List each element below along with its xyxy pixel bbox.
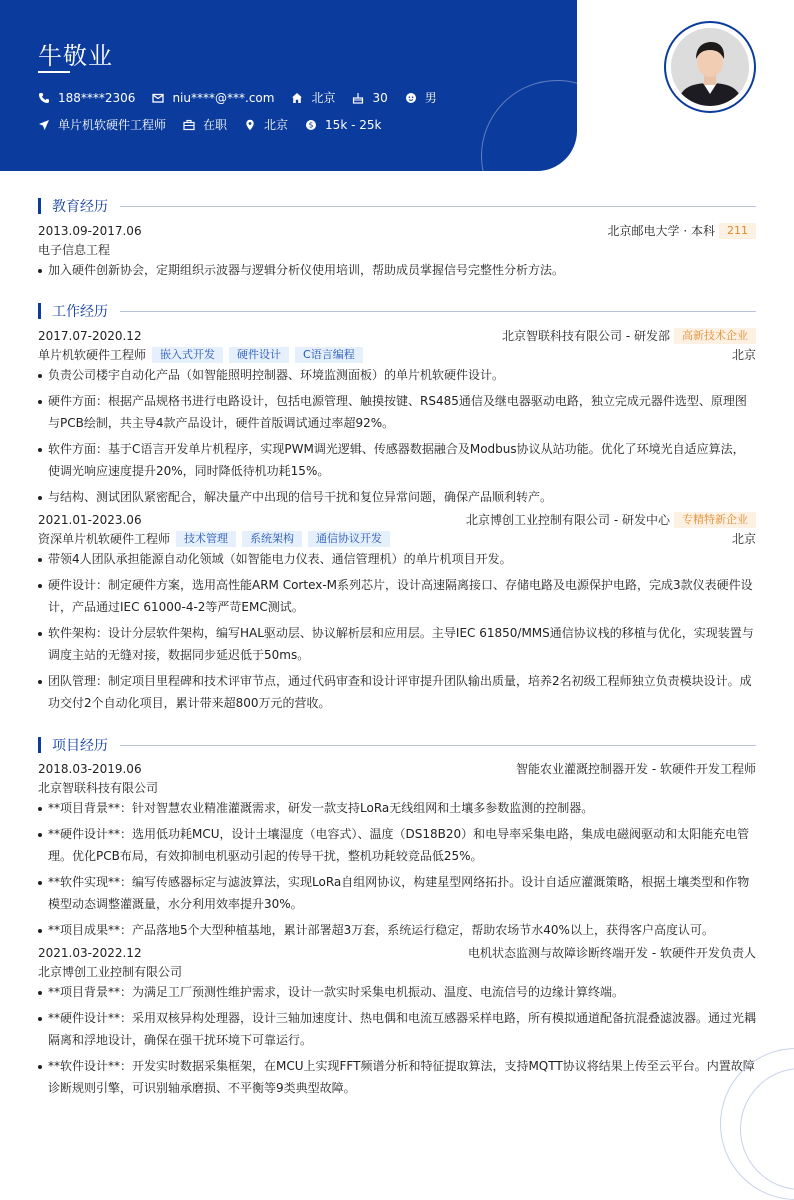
- skill-tag: 硬件设计: [229, 347, 289, 363]
- name-underline: [38, 71, 70, 73]
- work-section-title: [38, 301, 756, 321]
- intent-row: [38, 116, 398, 133]
- header-banner: [0, 0, 577, 171]
- list-item: **项目背景**：为满足工厂预测性维护需求，设计一款实时采集电机振动、温度、电流信号的边缘计算终端。: [38, 981, 756, 1003]
- skill-tag: 系统架构: [242, 531, 302, 547]
- job-title-text: 单片机软硬件工程师: [58, 118, 167, 132]
- job-header-row: [38, 511, 756, 528]
- location-icon: [244, 119, 256, 131]
- money-icon: [305, 119, 317, 131]
- age-item: [352, 91, 387, 105]
- section-divider: [120, 745, 756, 746]
- phone-item: [38, 91, 135, 105]
- salary-item: [305, 118, 381, 132]
- contact-row: [38, 89, 454, 106]
- svg-text:$: $: [308, 120, 314, 130]
- job-position-row: [38, 530, 756, 547]
- status-text: 在职: [203, 118, 228, 132]
- project-bullets: [38, 981, 756, 1103]
- list-item: **项目成果**：产品落地5个大型种植基地，累计部署超3万套，系统运行稳定，帮助农场节水40%以上，获得客户高度认可。: [38, 919, 756, 941]
- education-bullets: [38, 259, 756, 285]
- job-position: 单片机软硬件工程师: [38, 348, 147, 362]
- mail-icon: [152, 92, 164, 104]
- cake-icon: [352, 92, 364, 104]
- email-text: niu****@***.com: [172, 90, 275, 105]
- job-position: 资深单片机软硬件工程师: [38, 532, 171, 546]
- section-bar: [38, 737, 41, 753]
- decorative-ring: [481, 80, 577, 171]
- gender-text: 男: [424, 91, 437, 105]
- list-item: 与结构、测试团队紧密配合，解决量产中出现的信号干扰和复位异常问题，确保产品顺利转产。: [38, 486, 756, 508]
- education-school: 北京邮电大学 · 本科: [607, 224, 715, 238]
- avatar: [671, 28, 749, 106]
- project-section-title: [38, 735, 756, 755]
- job-city: 北京: [731, 532, 756, 546]
- target-city-text: 北京: [264, 118, 289, 132]
- avatar-frame: [664, 21, 756, 113]
- education-section-title: [38, 196, 756, 216]
- briefcase-icon: [183, 119, 195, 131]
- salary-text: 15k - 25k: [325, 117, 382, 132]
- list-item: 硬件设计：制定硬件方案，选用高性能ARM Cortex-M系列芯片，设计高速隔离接口、存储电路及电源保护电路，完成3款仪表硬件设计，产品通过IEC 61000-4-2等严苛EMC测试。: [38, 574, 756, 618]
- project-bullets: [38, 797, 756, 945]
- job-period: 2017.07-2020.12: [38, 328, 142, 343]
- list-item: 软件方面：基于C语言开发单片机程序，实现PWM调光逻辑、传感器数据融合及Modbus协议从站功能。优化了环境光自适应算法，使调光响应速度提升20%，同时降低待机功耗15%。: [38, 438, 756, 482]
- list-item: **项目背景**：针对智慧农业精准灌溉需求，研发一款支持LoRa无线组网和土壤多参数监测的控制器。: [38, 797, 756, 819]
- project-period: 2018.03-2019.06: [38, 761, 142, 776]
- skill-tag: 技术管理: [176, 531, 236, 547]
- project-company-row: [38, 963, 756, 980]
- job-bullets: [38, 548, 756, 718]
- city-text: 北京: [311, 91, 336, 105]
- skill-tag: 通信协议开发: [308, 531, 390, 547]
- education-major: 电子信息工程: [38, 243, 111, 257]
- job-company: 北京智联科技有限公司 - 研发部: [502, 329, 670, 343]
- section-bar: [38, 198, 41, 214]
- gender-item: [405, 89, 437, 106]
- list-item: **软件设计**：开发实时数据采集框架，在MCU上实现FFT频谱分析和特征提取算法，支持MQTT协议将结果上传至云平台。内置故障诊断规则引擎，可识别轴承磨损、不平衡等9类典型故障。: [38, 1055, 756, 1099]
- list-item: 软件架构：设计分层软件架构，编写HAL驱动层、协议解析层和应用层。主导IEC 61850/MMS通信协议栈的移植与优化，实现装置与调度主站的无缝对接，数据同步延迟低于50ms。: [38, 622, 756, 666]
- education-header-row: [38, 222, 756, 239]
- target-city-item: [244, 116, 288, 133]
- city-item: [291, 89, 335, 106]
- job-bullets: [38, 364, 756, 512]
- project-header-row: [38, 760, 756, 777]
- education-badge: 211: [719, 223, 756, 239]
- phone-text: 188****2306: [58, 90, 136, 105]
- education-heading: 教育经历: [52, 199, 108, 215]
- list-item: 硬件方面：根据产品规格书进行电路设计，包括电源管理、触摸按键、RS485通信及继电器驱动电路，独立完成元器件选型、原理图与PCB绘制，共主导4款产品设计，硬件首版调试通过率超92%。: [38, 390, 756, 434]
- project-name-role: 电机状态监测与故障诊断终端开发 - 软硬件开发负责人: [468, 946, 756, 960]
- project-company: 北京博创工业控制有限公司: [38, 965, 183, 979]
- job-title-item: [38, 116, 166, 133]
- section-bar: [38, 303, 41, 319]
- job-period: 2021.01-2023.06: [38, 512, 142, 527]
- work-heading: 工作经历: [52, 304, 108, 320]
- status-item: [183, 116, 227, 133]
- phone-icon: [38, 92, 50, 104]
- list-item: 加入硬件创新协会，定期组织示波器与逻辑分析仪使用培训，帮助成员掌握信号完整性分析方法。: [38, 259, 756, 281]
- send-icon: [38, 119, 50, 131]
- skill-tag: 嵌入式开发: [152, 347, 223, 363]
- job-company: 北京博创工业控制有限公司 - 研发中心: [466, 513, 670, 527]
- project-company-row: [38, 779, 756, 796]
- education-period: 2013.09-2017.06: [38, 223, 142, 238]
- list-item: **硬件设计**：采用双核异构处理器，设计三轴加速度计、热电偶和电流互感器采样电路，所有模拟通道配备抗混叠滤波器。通过光耦隔离和浮地设计，确保在强干扰环境下可靠运行。: [38, 1007, 756, 1051]
- company-badge: 高新技术企业: [674, 328, 756, 344]
- project-name-role: 智能农业灌溉控制器开发 - 软硬件开发工程师: [516, 762, 756, 776]
- company-badge: 专精特新企业: [674, 512, 756, 528]
- project-header-row: [38, 944, 756, 961]
- list-item: **软件实现**：编写传感器标定与滤波算法，实现LoRa自组网协议，构建星型网络拓扑。设计自适应灌溉策略，根据土壤类型和作物模型动态调整灌溉量，水分利用效率提升30%。: [38, 871, 756, 915]
- project-period: 2021.03-2022.12: [38, 945, 142, 960]
- education-major-row: [38, 241, 756, 258]
- job-header-row: [38, 327, 756, 344]
- gender-icon: [405, 92, 417, 104]
- job-position-row: [38, 346, 756, 363]
- age-text: 30: [372, 90, 388, 105]
- job-city: 北京: [731, 348, 756, 362]
- candidate-name: 牛敬业: [38, 42, 113, 70]
- project-company: 北京智联科技有限公司: [38, 781, 159, 795]
- project-heading: 项目经历: [52, 738, 108, 754]
- home-icon: [291, 92, 303, 104]
- section-divider: [120, 311, 756, 312]
- list-item: **硬件设计**：选用低功耗MCU，设计土壤湿度（电容式）、温度（DS18B20）和电导率采集电路，集成电磁阀驱动和太阳能充电管理。优化PCB布局，有效抑制电机驱动引起的传导干扰，整机功耗较竞品低25%。: [38, 823, 756, 867]
- list-item: 团队管理：制定项目里程碑和技术评审节点，通过代码审查和设计评审提升团队输出质量，培养2名初级工程师独立负责模块设计。成功交付2个自动化项目，累计带来超800万元的营收。: [38, 670, 756, 714]
- list-item: 负责公司楼宇自动化产品（如智能照明控制器、环境监测面板）的单片机软硬件设计。: [38, 364, 756, 386]
- skill-tag: C语言编程: [295, 347, 363, 363]
- email-item: [152, 91, 274, 105]
- section-divider: [120, 206, 756, 207]
- list-item: 带领4人团队承担能源自动化领域（如智能电力仪表、通信管理机）的单片机项目开发。: [38, 548, 756, 570]
